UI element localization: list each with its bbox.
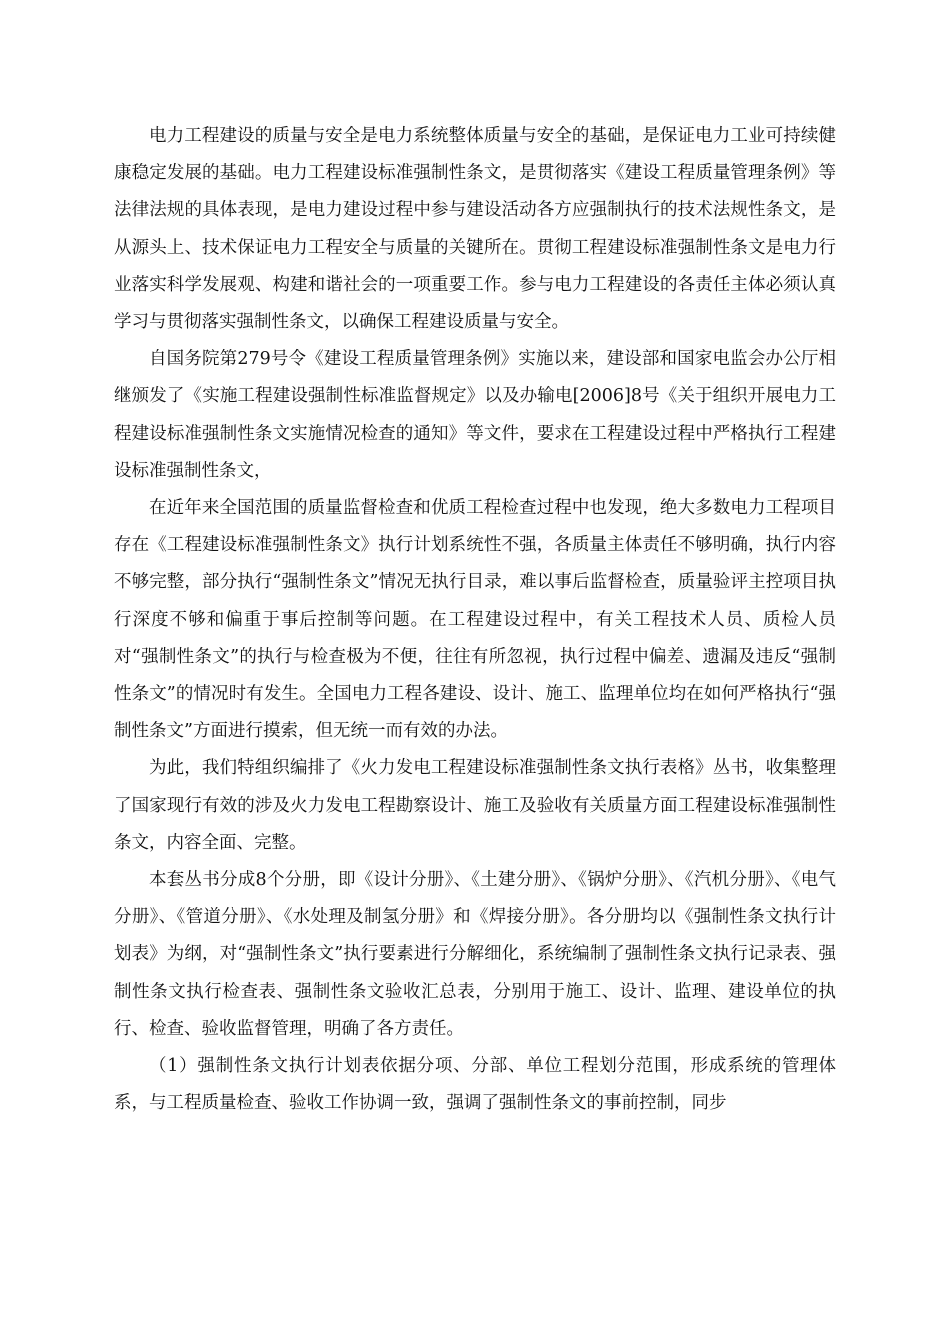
- paragraph-3: 在近年来全国范围的质量监督检查和优质工程检查过程中也发现，绝大多数电力工程项目存在《工程建设标准强制性条文》执行计划系统性不强，各质量主体责任不够明确，执行内容不够完整，部分执行“强制性条文”情况无执行目录，难以事后监督检查，质量验评主控项目执行深度不够和偏重于事后控制等问题。在工程建设过程中，有关工程技术人员、质检人员对“强制性条文”的执行与检查极为不便，往往有所忽视，执行过程中偏差、遗漏及违反“强制性条文”的情况时有发生。全国电力工程各建设、设计、施工、监理单位均在如何严格执行“强制性条文”方面进行摸索，但无统一而有效的办法。: [114, 498, 836, 742]
- paragraph-5: 本套丛书分成8个分册，即《设计分册》、《土建分册》、《锅炉分册》、《汽机分册》、《电气分册》、《管道分册》、《水处理及制氢分册》和《焊接分册》。各分册均以《强制性条文执行计划表》为纲，对“强制性条文”执行要素进行分解细化，系统编制了强制性条文执行记录表、强制性条文执行检查表、强制性条文验收汇总表，分别用于施工、设计、监理、建设单位的执行、检查、验收监督管理，明确了各方责任。: [114, 870, 836, 1039]
- paragraph-4: 为此，我们特组织编排了《火力发电工程建设标准强制性条文执行表格》丛书，收集整理了国家现行有效的涉及火力发电工程勘察设计、施工及验收有关质量方面工程建设标准强制性条文，内容全面、完整。: [114, 758, 836, 853]
- paragraph-1: 电力工程建设的质量与安全是电力系统整体质量与安全的基础，是保证电力工业可持续健康稳定发展的基础。电力工程建设标准强制性条文，是贯彻落实《建设工程质量管理条例》等法律法规的具体表现，是电力建设过程中参与建设活动各方应强制执行的技术法规性条文，是从源头上、技术保证电力工程安全与质量的关键所在。贯彻工程建设标准强制性条文是电力行业落实科学发展观、构建和谐社会的一项重要工作。参与电力工程建设的各责任主体必须认真学习与贯彻落实强制性条文，以确保工程建设质量与安全。: [114, 126, 836, 333]
- paragraph-6: （1）强制性条文执行计划表依据分项、分部、单位工程划分范围，形成系统的管理体系，与工程质量检查、验收工作协调一致，强调了强制性条文的事前控制，同步: [114, 1056, 836, 1114]
- document-body: [114, 118, 836, 1122]
- paragraph-2: 自国务院第279号令《建设工程质量管理条例》实施以来，建设部和国家电监会办公厅相继颁发了《实施工程建设强制性标准监督规定》以及办输电[2006]8号《关于组织开展电力工程建设标准强制性条文实施情况检查的通知》等文件，要求在工程建设过程中严格执行工程建设标准强制性条文，: [114, 349, 836, 481]
